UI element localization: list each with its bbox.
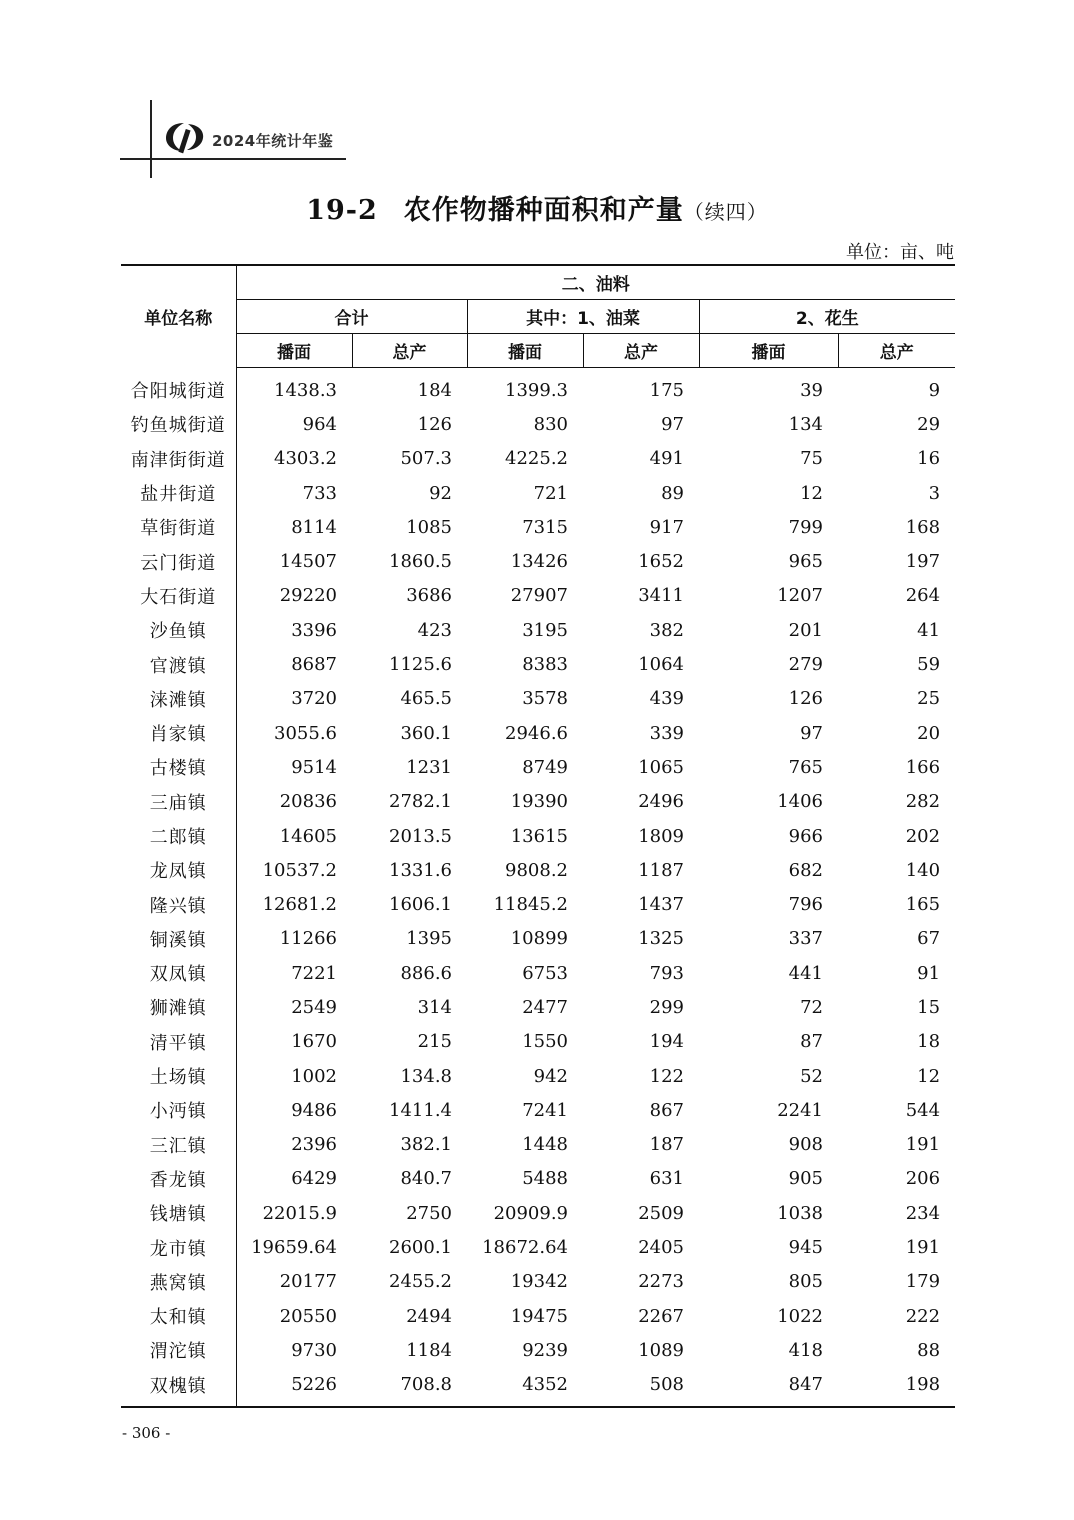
sub-header-peanut: 2、花生 [699,300,955,334]
value-cell: 8383 [522,654,568,676]
value-cell: 1399.3 [505,379,568,401]
value-cell: 12681.2 [262,894,337,916]
value-cell: 282 [905,791,941,813]
row-name-cell: 盐井街道 [121,476,236,510]
value-cell: 222 [905,1305,941,1327]
value-cell: 20909.9 [493,1202,568,1224]
value-cell: 1187 [638,859,684,881]
value-cell: 19475 [510,1305,568,1327]
value-cell: 91 [917,962,941,984]
value-cell: 134 [788,413,823,435]
row-name-cell: 官渡镇 [121,647,236,681]
value-cell: 6429 [291,1168,337,1190]
value-cell: 6753 [522,962,568,984]
value-cell: 382.1 [400,1134,452,1156]
value-cell: 59 [917,654,941,676]
value-cell: 16 [917,448,941,470]
value-cell: 20 [917,722,941,744]
value-cell: 19342 [510,1271,568,1293]
value-cell: 206 [905,1168,941,1190]
value-cell: 215 [417,1031,452,1053]
value-cell: 175 [649,379,684,401]
value-cell: 9808.2 [505,859,568,881]
value-cell: 1065 [638,756,684,778]
value-cell: 721 [533,482,568,504]
row-name-cell: 太和镇 [121,1299,236,1333]
value-cell: 1125.6 [389,654,452,676]
table-row [121,682,955,716]
value-cell: 29220 [279,585,337,607]
value-cell: 14507 [279,551,337,573]
table-row [121,579,955,613]
value-cell: 2455.2 [389,1271,452,1293]
value-cell: 1448 [522,1134,568,1156]
row-name-cell: 双凤镇 [121,956,236,990]
row-name-cell: 三汇镇 [121,1128,236,1162]
sub-header-rapeseed: 其中：1、油菜 [467,300,699,334]
value-cell: 1406 [777,791,823,813]
value-cell: 965 [788,551,823,573]
value-cell: 27907 [510,585,568,607]
row-name-cell: 涞滩镇 [121,682,236,716]
value-cell: 4352 [467,1368,583,1407]
table-row [121,1059,955,1093]
value-cell: 2549 [291,996,337,1018]
table-row [121,1093,955,1127]
value-cell: 8687 [291,654,337,676]
row-header: 单位名称 [121,265,236,368]
value-cell: 1670 [291,1031,337,1053]
value-cell: 830 [533,413,568,435]
value-cell: 339 [649,722,684,744]
value-cell: 14605 [279,825,337,847]
col-header: 播面 [467,334,583,368]
value-cell: 2946.6 [505,722,568,744]
col-header: 总产 [838,334,955,368]
value-cell: 194 [649,1031,684,1053]
row-name-cell: 龙市镇 [121,1230,236,1264]
value-cell: 13615 [510,825,568,847]
value-cell: 92 [429,482,452,504]
value-cell: 9486 [291,1099,337,1121]
page-title [0,188,1074,227]
value-cell: 5226 [236,1368,352,1407]
value-cell: 197 [905,551,941,573]
row-name-cell: 隆兴镇 [121,887,236,921]
value-cell: 1207 [777,585,823,607]
value-cell: 179 [905,1271,941,1293]
value-cell: 198 [838,1368,955,1407]
value-cell: 29 [917,413,941,435]
value-cell: 201 [788,619,823,641]
col-header: 总产 [352,334,467,368]
table-row [121,476,955,510]
row-name-cell: 肖家镇 [121,716,236,750]
value-cell: 2273 [638,1271,684,1293]
value-cell: 905 [788,1168,823,1190]
value-cell: 439 [649,688,684,710]
value-cell: 10899 [510,928,568,950]
value-cell: 360.1 [400,722,452,744]
table-row [121,647,955,681]
value-cell: 966 [788,825,823,847]
value-cell: 4303.2 [274,448,337,470]
value-cell: 18672.64 [482,1237,568,1259]
value-cell: 908 [788,1134,823,1156]
value-cell: 1231 [406,756,452,778]
value-cell: 234 [905,1202,941,1224]
value-cell: 2241 [777,1099,823,1121]
table-row [121,1265,955,1299]
value-cell: 507.3 [400,448,452,470]
table-row [121,442,955,476]
value-cell: 7315 [522,516,568,538]
value-cell: 964 [302,413,337,435]
value-cell: 1860.5 [389,551,452,573]
value-cell: 441 [788,962,823,984]
value-cell: 1438.3 [274,379,337,401]
sub-header-total: 合计 [236,300,467,334]
value-cell: 631 [649,1168,684,1190]
value-cell: 796 [788,894,823,916]
value-cell: 799 [788,516,823,538]
table-row [121,1368,955,1407]
yearbook-logo-icon [162,118,208,156]
row-name-cell: 铜溪镇 [121,922,236,956]
value-cell: 20550 [279,1305,337,1327]
row-name-cell: 三庙镇 [121,785,236,819]
value-cell: 191 [905,1237,941,1259]
value-cell: 1325 [638,928,684,950]
value-cell: 165 [905,894,941,916]
value-cell: 11845.2 [493,894,568,916]
value-cell: 2600.1 [389,1237,452,1259]
table-body [121,368,955,1407]
value-cell: 2267 [638,1305,684,1327]
value-cell: 1184 [406,1339,452,1361]
value-cell: 3195 [522,619,568,641]
table-row [121,1333,955,1367]
table-row [121,785,955,819]
value-cell: 184 [417,379,452,401]
value-cell: 20177 [279,1271,337,1293]
table-row [121,544,955,578]
value-cell: 3411 [638,585,684,607]
value-cell: 733 [302,482,337,504]
value-cell: 8114 [291,516,337,538]
table-row [121,750,955,784]
value-cell: 12 [917,1065,941,1087]
table-row [121,1230,955,1264]
table-row [121,368,955,408]
value-cell: 9239 [522,1339,568,1361]
value-cell: 126 [417,413,452,435]
col-header: 播面 [236,334,352,368]
row-name-cell: 双槐镇 [121,1368,236,1407]
table-row [121,1299,955,1333]
value-cell: 314 [417,996,452,1018]
row-name-cell: 香龙镇 [121,1162,236,1196]
value-cell: 191 [905,1134,941,1156]
value-cell: 279 [788,654,823,676]
value-cell: 423 [417,619,452,641]
value-cell: 87 [800,1031,823,1053]
row-name-cell: 南津街街道 [121,442,236,476]
value-cell: 4225.2 [505,448,568,470]
header-horizontal-rule [120,158,346,160]
row-name-cell: 燕窝镇 [121,1265,236,1299]
table-row [121,407,955,441]
value-cell: 1331.6 [389,859,452,881]
table-row [121,1025,955,1059]
value-cell: 7241 [522,1099,568,1121]
table-row [121,819,955,853]
value-cell: 25 [917,688,941,710]
value-cell: 3720 [291,688,337,710]
table-row [121,1128,955,1162]
value-cell: 1395 [406,928,452,950]
value-cell: 122 [649,1065,684,1087]
value-cell: 19390 [510,791,568,813]
row-name-cell: 小沔镇 [121,1093,236,1127]
value-cell: 765 [788,756,823,778]
row-name-cell: 渭沱镇 [121,1333,236,1367]
value-cell: 140 [905,859,941,881]
value-cell: 337 [788,928,823,950]
row-name-cell: 土场镇 [121,1059,236,1093]
value-cell: 8749 [522,756,568,778]
value-cell: 10537.2 [262,859,337,881]
value-cell: 97 [661,413,684,435]
value-cell: 1064 [638,654,684,676]
value-cell: 166 [905,756,941,778]
value-cell: 3 [928,482,941,504]
continued-note: （续四） [683,200,768,224]
value-cell: 867 [649,1099,684,1121]
value-cell: 847 [699,1368,838,1407]
value-cell: 917 [649,516,684,538]
table-number: 19-2 [306,195,378,226]
value-cell: 168 [905,516,941,538]
value-cell: 886.6 [400,962,452,984]
row-name-cell: 沙鱼镇 [121,613,236,647]
value-cell: 52 [800,1065,823,1087]
yearbook-title: 2024年统计年鉴 [212,132,334,150]
value-cell: 67 [917,928,941,950]
value-cell: 1550 [522,1031,568,1053]
table-row [121,716,955,750]
value-cell: 1002 [291,1065,337,1087]
table-row [121,887,955,921]
header-vertical-rule [150,100,152,178]
table-row [121,510,955,544]
col-header: 播面 [699,334,838,368]
table-row [121,956,955,990]
value-cell: 12 [800,482,823,504]
value-cell: 1089 [638,1339,684,1361]
row-name-cell: 钱塘镇 [121,1196,236,1230]
value-cell: 9730 [291,1339,337,1361]
value-cell: 3055.6 [274,722,337,744]
value-cell: 7221 [291,962,337,984]
row-name-cell: 云门街道 [121,544,236,578]
value-cell: 465.5 [400,688,452,710]
value-cell: 15 [917,996,941,1018]
value-cell: 1606.1 [389,894,452,916]
value-cell: 1411.4 [389,1099,452,1121]
value-cell: 1022 [777,1305,823,1327]
value-cell: 187 [649,1134,684,1156]
row-name-cell: 清平镇 [121,1025,236,1059]
yearbook-header [120,100,350,180]
value-cell: 134.8 [400,1065,452,1087]
row-name-cell: 古楼镇 [121,750,236,784]
table-row [121,613,955,647]
value-cell: 2494 [406,1305,452,1327]
row-name-cell: 草街街道 [121,510,236,544]
unit-label: 单位：亩、吨 [846,242,954,263]
value-cell: 9 [928,379,941,401]
value-cell: 89 [661,482,684,504]
crop-table [121,264,955,1408]
value-cell: 75 [800,448,823,470]
value-cell: 1085 [406,516,452,538]
value-cell: 2750 [406,1202,452,1224]
value-cell: 264 [905,585,941,607]
value-cell: 793 [649,962,684,984]
table-row [121,990,955,1024]
value-cell: 2477 [522,996,568,1018]
value-cell: 2782.1 [389,791,452,813]
value-cell: 97 [800,722,823,744]
value-cell: 682 [788,859,823,881]
value-cell: 20836 [279,791,337,813]
value-cell: 11266 [279,928,337,950]
value-cell: 3396 [291,619,337,641]
table-title: 农作物播种面积和产量 [403,195,684,226]
value-cell: 202 [905,825,941,847]
value-cell: 13426 [510,551,568,573]
page-number: - 306 - [122,1424,171,1442]
table-row [121,922,955,956]
value-cell: 805 [788,1271,823,1293]
value-cell: 2396 [291,1134,337,1156]
value-cell: 22015.9 [262,1202,337,1224]
value-cell: 2405 [638,1237,684,1259]
value-cell: 299 [649,996,684,1018]
value-cell: 418 [788,1339,823,1361]
row-name-cell: 龙凤镇 [121,853,236,887]
value-cell: 5488 [522,1168,568,1190]
value-cell: 544 [905,1099,941,1121]
value-cell: 508 [583,1368,699,1407]
table-row [121,1196,955,1230]
value-cell: 1437 [638,894,684,916]
value-cell: 2496 [638,791,684,813]
value-cell: 840.7 [400,1168,452,1190]
row-name-cell: 合阳城街道 [121,368,236,408]
row-name-cell: 二郎镇 [121,819,236,853]
value-cell: 18 [917,1031,941,1053]
value-cell: 126 [788,688,823,710]
col-header: 总产 [583,334,699,368]
value-cell: 2509 [638,1202,684,1224]
value-cell: 942 [533,1065,568,1087]
row-name-cell: 狮滩镇 [121,990,236,1024]
value-cell: 945 [788,1237,823,1259]
value-cell: 88 [917,1339,941,1361]
group-header: 二、油料 [236,265,955,300]
value-cell: 41 [917,619,941,641]
value-cell: 3686 [406,585,452,607]
value-cell: 9514 [291,756,337,778]
row-name-cell: 钓鱼城街道 [121,407,236,441]
table-row [121,1162,955,1196]
value-cell: 2013.5 [389,825,452,847]
value-cell: 382 [649,619,684,641]
value-cell: 39 [800,379,823,401]
value-cell: 1038 [777,1202,823,1224]
value-cell: 1652 [638,551,684,573]
value-cell: 72 [800,996,823,1018]
value-cell: 3578 [522,688,568,710]
row-name-cell: 大石街道 [121,579,236,613]
value-cell: 708.8 [352,1368,467,1407]
value-cell: 19659.64 [251,1237,337,1259]
table-row [121,853,955,887]
value-cell: 1809 [638,825,684,847]
value-cell: 491 [649,448,684,470]
